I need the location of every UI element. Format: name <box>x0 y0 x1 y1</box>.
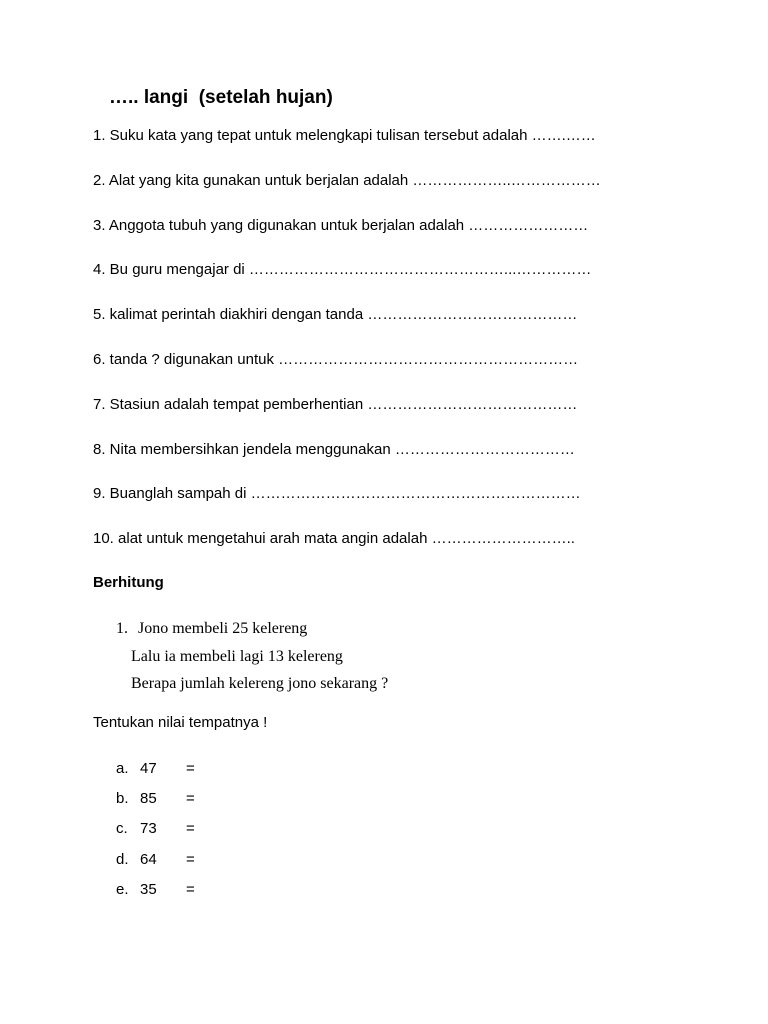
place-value-list <box>116 759 195 910</box>
equals-sign: = <box>186 850 195 868</box>
question-list <box>93 126 601 574</box>
question-item: 10. alat untuk mengetahui arah mata angin adalah ……………………….. <box>93 530 575 548</box>
place-value-item <box>116 880 195 910</box>
word-problem-text: Lalu ia membeli lagi 13 kelereng <box>131 647 343 665</box>
question-item: 7. Stasiun adalah tempat pemberhentian …………………………………… <box>93 395 578 413</box>
equals-sign: = <box>186 880 195 898</box>
word-problem-number: 1. <box>116 620 128 637</box>
equals-sign: = <box>186 790 195 808</box>
word-problem-text: Jono membeli 25 kelereng <box>138 620 308 637</box>
item-number: 64 <box>140 850 157 868</box>
question-item: 9. Buanglah sampah di ………………………………………………………… <box>93 485 581 503</box>
place-value-item <box>116 819 195 849</box>
item-letter: e. <box>116 880 129 898</box>
word-problem <box>116 618 388 701</box>
item-letter: c. <box>116 820 128 838</box>
item-number: 35 <box>140 880 157 898</box>
place-value-item <box>116 850 195 880</box>
worksheet-title: ….. langi (setelah hujan) <box>109 87 333 108</box>
equals-sign: = <box>186 820 195 838</box>
question-item: 4. Bu guru mengajar di ……………………………………………...…………… <box>93 261 592 279</box>
word-problem-line <box>116 646 388 674</box>
question-item: 5. kalimat perintah diakhiri dengan tanda …………………………………… <box>93 306 578 324</box>
question-item: 8. Nita membersihkan jendela menggunakan ……………………………… <box>93 440 575 458</box>
question-item: 2. Alat yang kita gunakan untuk berjalan adalah ………………..……………… <box>93 171 601 189</box>
item-letter: b. <box>116 790 129 808</box>
section-heading-berhitung: Berhitung <box>93 574 164 591</box>
question-item: 1. Suku kata yang tepat untuk melengkapi tulisan tersebut adalah …….…… <box>93 127 596 144</box>
item-number: 73 <box>140 820 157 838</box>
item-letter: a. <box>116 760 129 777</box>
place-value-item <box>116 759 195 789</box>
question-item: 6. tanda ? digunakan untuk …………………………………………………… <box>93 350 579 368</box>
word-problem-text: Berapa jumlah kelereng jono sekarang ? <box>131 675 389 692</box>
word-problem-line <box>116 673 388 701</box>
item-letter: d. <box>116 850 129 868</box>
word-problem-line <box>116 618 388 646</box>
item-number: 85 <box>140 790 157 808</box>
place-value-instruction: Tentukan nilai tempatnya ! <box>93 714 268 731</box>
question-item: 3. Anggota tubuh yang digunakan untuk berjalan adalah …………………… <box>93 216 589 234</box>
item-number: 47 <box>140 760 157 777</box>
place-value-item <box>116 789 195 819</box>
equals-sign: = <box>186 760 195 777</box>
